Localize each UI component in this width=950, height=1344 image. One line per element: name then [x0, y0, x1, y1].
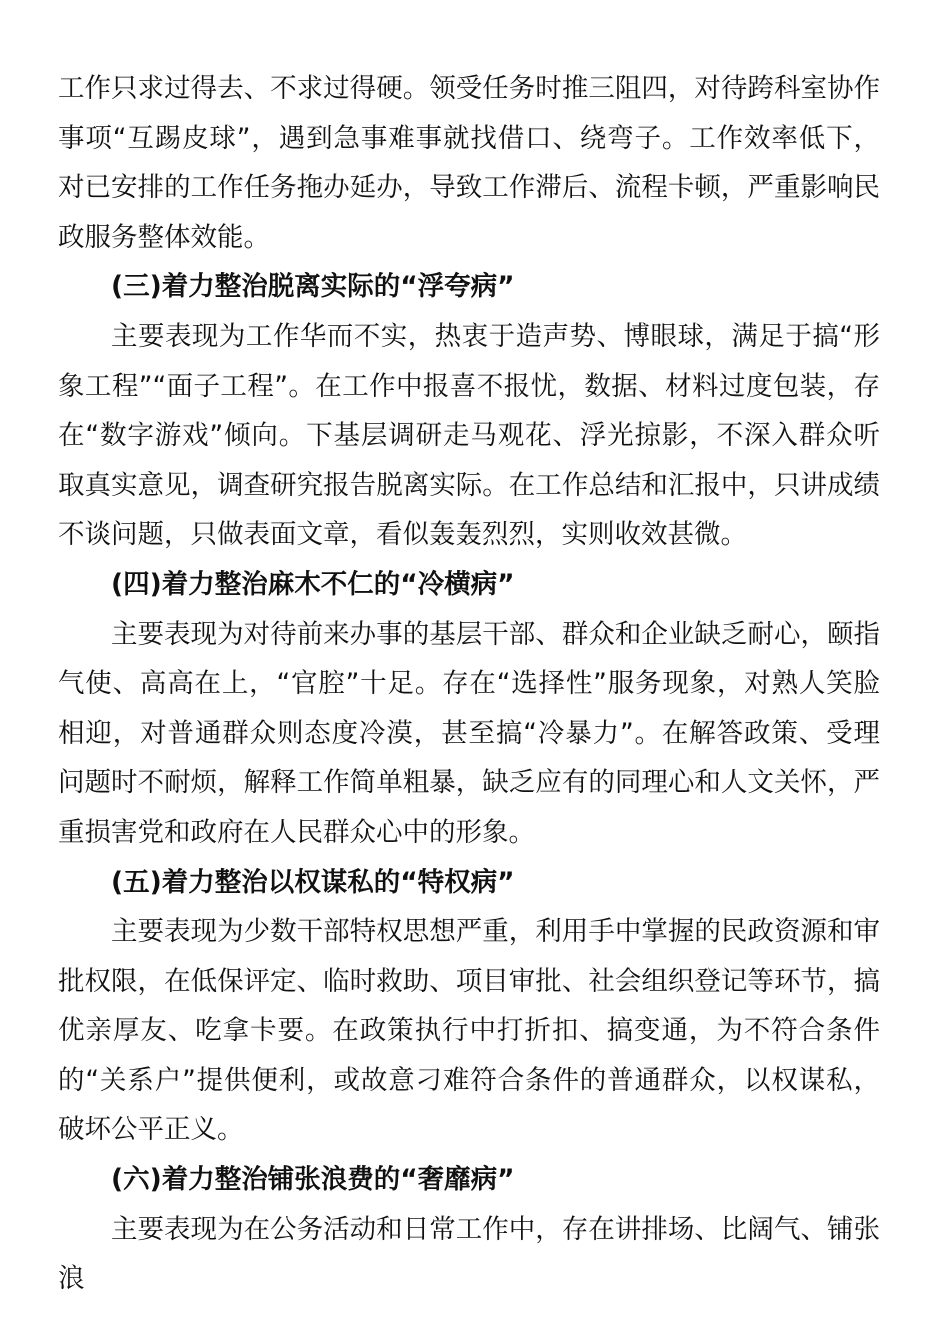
section-heading-5: (五)着力整治以权谋私的“特权病”	[111, 866, 515, 898]
body-paragraph-continuation: 工作只求过得去、不求过得硬。领受任务时推三阻四，对待跨科室协作事项“互踢皮球”，遇到急事难事就找借口、绕弯子。工作效率低下，对已安排的工作任务拖办延办，导致工作滞后、流程卡顿，严重影响民政服务整体效能。	[58, 73, 880, 253]
body-paragraph-6: 主要表现为在公务活动和日常工作中，存在讲排场、比阔气、铺张浪	[58, 1213, 880, 1295]
body-paragraph-5: 主要表现为少数干部特权思想严重，利用手中掌握的民政资源和审批权限，在低保评定、临时救助、项目审批、社会组织登记等环节，搞优亲厚友、吃拿卡要。在政策执行中打折扣、搞变通，为不符合条件的“关系户”提供便利，或故意刁难符合条件的普通群众，以权谋私，破坏公平正义。	[58, 916, 880, 1146]
section-heading-3: (三)着力整治脱离实际的“浮夸病”	[111, 271, 515, 303]
document-page	[58, 64, 880, 1304]
body-paragraph-4: 主要表现为对待前来办事的基层干部、群众和企业缺乏耐心，颐指气使、高高在上，“官腔”十足。存在“选择性”服务现象，对熟人笑脸相迎，对普通群众则态度冷漠，甚至搞“冷暴力”。在解答政策、受理问题时不耐烦，解释工作简单粗暴，缺乏应有的同理心和人文关怀，严重损害党和政府在人民群众心中的形象。	[58, 618, 880, 848]
section-heading-6: (六)着力整治铺张浪费的“奢靡病”	[111, 1164, 515, 1196]
section-heading-4: (四)着力整治麻木不仁的“冷横病”	[111, 568, 515, 600]
body-paragraph-3: 主要表现为工作华而不实，热衷于造声势、博眼球，满足于搞“形象工程”“面子工程”。在工作中报喜不报忧，数据、材料过度包装，存在“数字游戏”倾向。下基层调研走马观花、浮光掠影，不深入群众听取真实意见，调查研究报告脱离实际。在工作总结和汇报中，只讲成绩不谈问题，只做表面文章，看似轰轰烈烈，实则收效甚微。	[58, 320, 880, 551]
